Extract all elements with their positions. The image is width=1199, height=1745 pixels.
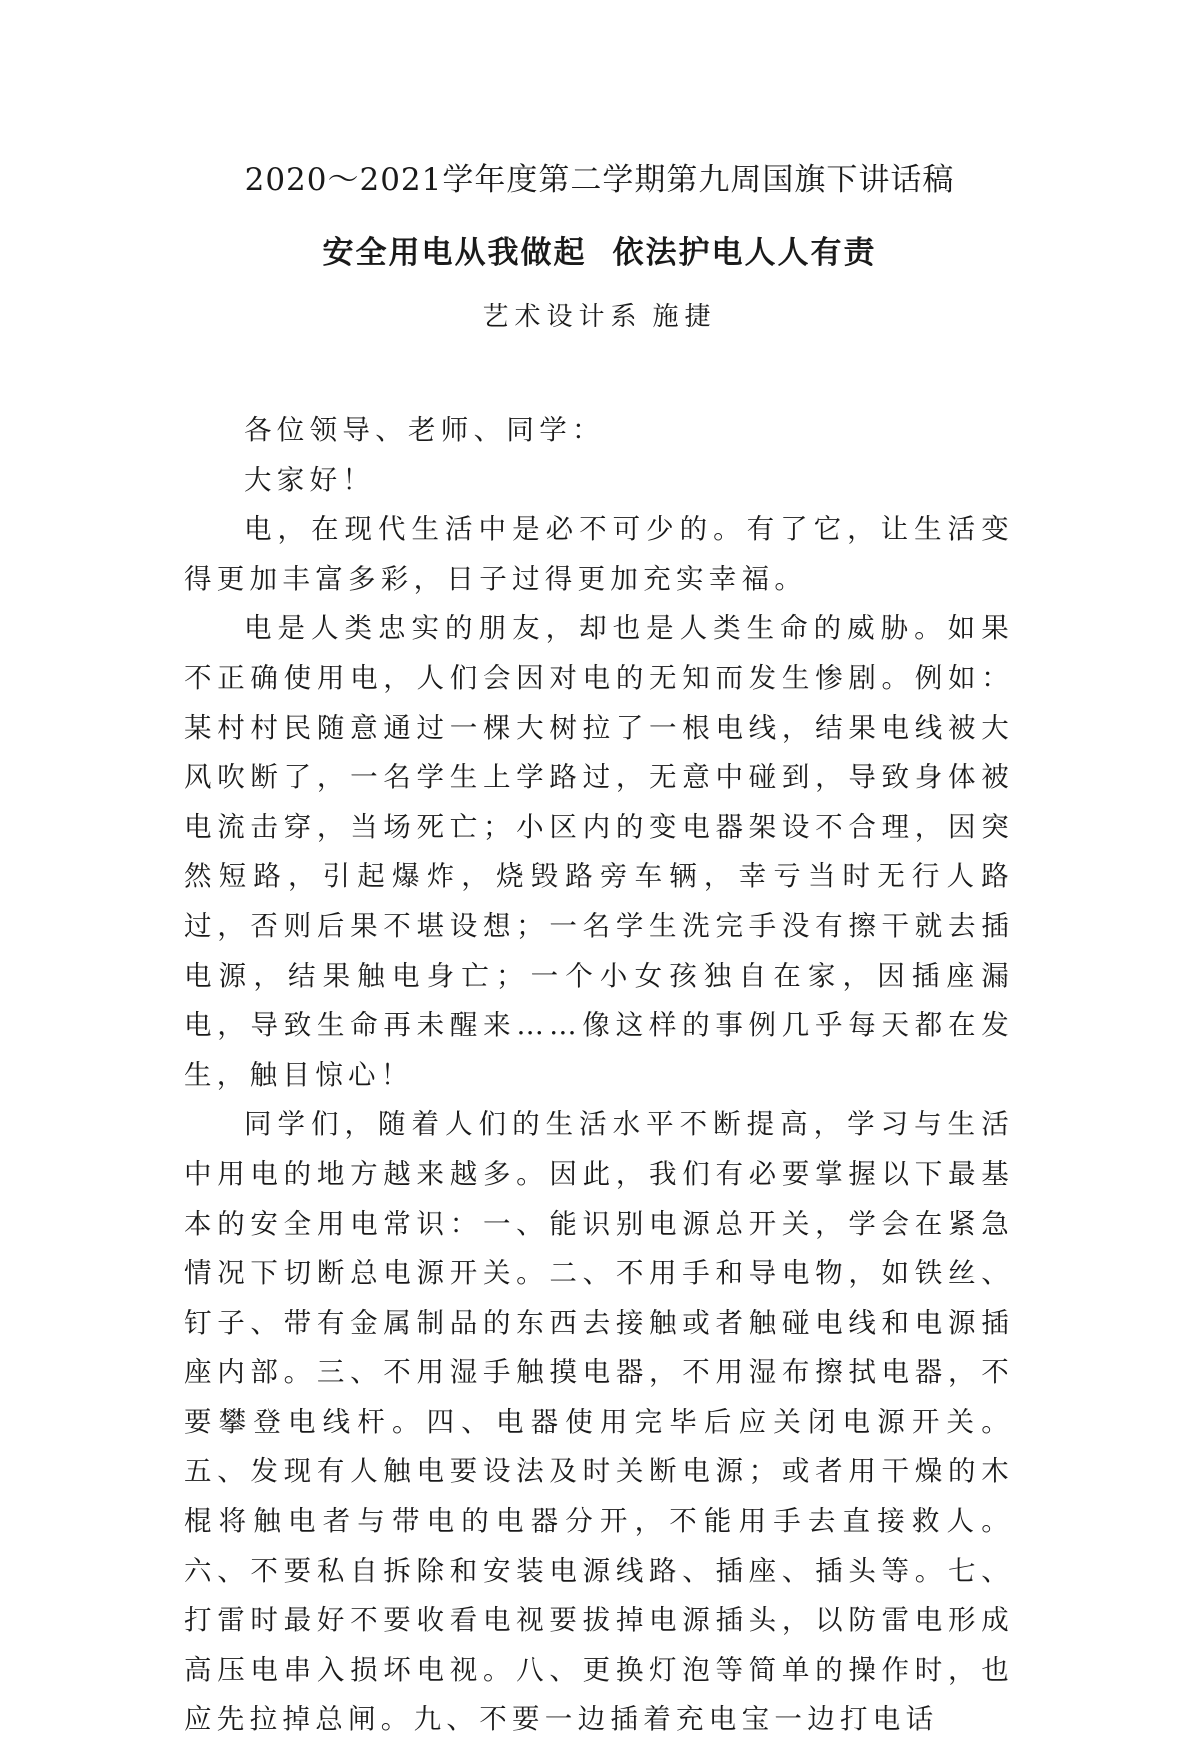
subtitle-part-1: 安全用电从我做起 <box>322 235 587 271</box>
paragraph: 电是人类忠实的朋友，却也是人类生命的威胁。如果不正确使用电，人们会因对电的无知而发生惨剧。例如：某村村民随意通过一棵大树拉了一根电线，结果电线被大风吹断了，一名学生上学路过，无意中碰到，导致身体被电流击穿，当场死亡；小区内的变电器架设不合理，因突然短路，引起爆炸，烧毁路旁车辆，幸亏当时无行人路过，否则后果不堪设想；一名学生洗完手没有擦干就去插电源，结果触电身亡；一个小女孩独自在家，因插座漏电，导致生命再未醒来……像这样的事例几乎每天都在发生，触目惊心！ <box>184 612 1014 1091</box>
speech-body <box>184 406 1014 1745</box>
document-heading <box>0 160 1199 200</box>
salutation: 各位领导、老师、同学： <box>244 414 605 446</box>
author-line <box>0 300 1199 334</box>
document-subtitle <box>0 233 1199 273</box>
heading-text: 2020～2021学年度第二学期第九周国旗下讲话稿 <box>244 162 955 198</box>
subtitle-part-2: 依法护电人人有责 <box>612 235 877 271</box>
author-department: 艺术设计系 <box>482 302 643 332</box>
author-name: 施捷 <box>652 302 717 332</box>
greeting: 大家好！ <box>244 463 376 496</box>
paragraph: 电，在现代生活中是必不可少的。有了它，让生活变得更加丰富多彩，日子过得更加充实幸福。 <box>184 513 1014 595</box>
paragraph: 同学们，随着人们的生活水平不断提高，学习与生活中用电的地方越来越多。因此，我们有必要掌握以下最基本的安全用电常识：一、能识别电源总开关，学会在紧急情况下切断总电源开关。二、不用手和导电物，如铁丝、钉子、带有金属制品的东西去接触或者触碰电线和电源插座内部。三、不用湿手触摸电器，不用湿布擦拭电器，不要攀登电线杆。四、电器使用完毕后应关闭电源开关。五、发现有人触电要设法及时关断电源；或者用干燥的木棍将触电者与带电的电器分开，不能用手去直接救人。六、不要私自拆除和安装电源线路、插座、插头等。七、打雷时最好不要收看电视要拔掉电源插头，以防雷电形成高压电串入损坏电视。八、更换灯泡等简单的操作时，也应先拉掉总闸。九、不要一边插着充电宝一边打电话 <box>184 1108 1014 1736</box>
